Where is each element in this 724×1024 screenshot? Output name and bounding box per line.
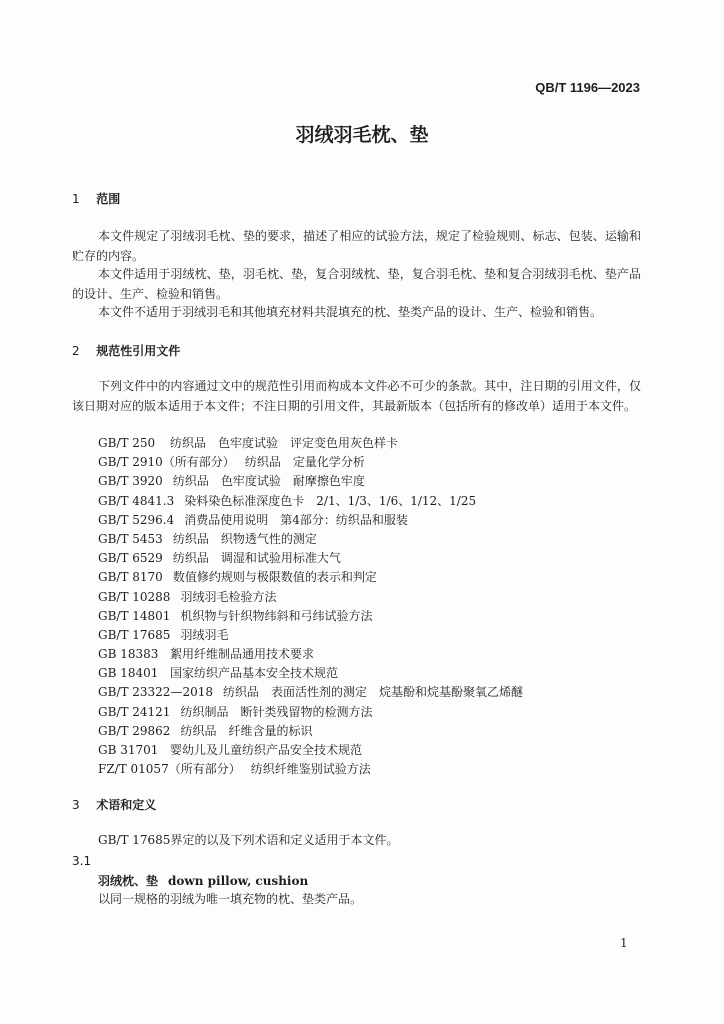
reference-item (98, 549, 523, 568)
reference-item (98, 530, 523, 549)
terms-intro: GB/T 17685界定的以及下列术语和定义适用于本文件。 (98, 833, 399, 847)
reference-code: GB/T 5296.4 (98, 512, 175, 527)
reference-title: 纺织品 色牢度试验 耐摩擦色牢度 (172, 474, 365, 489)
reference-code: GB/T 24121 (98, 704, 171, 719)
reference-title: 纺织品 调湿和试验用标准大气 (172, 551, 341, 566)
section-number: 3 (72, 798, 80, 812)
reference-item (98, 568, 523, 587)
reference-title: 羽绒羽毛 (180, 627, 229, 642)
reference-title: 纺织品 定量化学分析 (244, 455, 365, 470)
section-title: 范围 (96, 192, 121, 206)
reference-code: GB 18383 (98, 647, 159, 662)
reference-title: 数值修约规则与极限数值的表示和判定 (172, 570, 377, 585)
references-list (98, 434, 523, 779)
reference-item (98, 703, 523, 722)
reference-code: GB 18401 (98, 666, 159, 681)
term-name-en: down pillow, cushion (168, 874, 309, 888)
reference-code: GB 31701 (98, 743, 159, 757)
section-number: 1 (72, 192, 80, 206)
reference-code: GB/T 6529 (98, 551, 163, 566)
term-number: 3.1 (72, 854, 92, 868)
reference-code: FZ/T 01057（所有部分） (98, 762, 241, 777)
reference-title: 纺织品 色牢度试验 评定变色用灰色样卡 (170, 436, 399, 450)
reference-item (98, 453, 523, 472)
section-title: 术语和定义 (96, 798, 157, 812)
reference-item (98, 607, 523, 626)
reference-code: GB/T 8170 (98, 570, 163, 585)
reference-code: GB/T 3920 (98, 474, 163, 489)
reference-item (98, 683, 523, 702)
references-intro: 下列文件中的内容通过文中的规范性引用而构成本文件必不可少的条款。其中，注日期的引用文件，仅该日期对应的版本适用于本文件；不注日期的引用文件，其最新版本（包括所有的修改单）适用于本文件。 (72, 379, 641, 413)
reference-title: 消费品使用说明 第4部分：纺织品和服装 (184, 512, 408, 527)
reference-item (98, 664, 523, 683)
reference-code: GB/T 4841.3 (98, 493, 175, 508)
reference-code: GB/T 5453 (98, 531, 163, 546)
reference-title: 纺织纤维鉴别试验方法 (250, 762, 371, 777)
reference-title: 机织物与针织物纬斜和弓纬试验方法 (180, 608, 373, 623)
reference-item (98, 492, 523, 511)
scope-paragraph-3: 本文件不适用于羽绒羽毛和其他填充材料共混填充的枕、垫类产品的设计、生产、检验和销售。 (98, 305, 603, 319)
reference-code: GB/T 250 (98, 436, 156, 450)
section-2-heading (72, 342, 180, 359)
reference-title: 纺织品 表面活性剂的测定 烷基酚和烷基酚聚氧乙烯醚 (222, 685, 523, 700)
reference-code: GB/T 14801 (98, 608, 171, 623)
reference-item (98, 722, 523, 741)
reference-item (98, 511, 523, 530)
reference-code: GB/T 29862 (98, 723, 171, 738)
reference-title: 纺织品 织物透气性的测定 (172, 531, 317, 546)
term-name-zh: 羽绒枕、垫 (98, 874, 159, 888)
term-definition: 以同一规格的羽绒为唯一填充物的枕、垫类产品。 (98, 892, 363, 906)
reference-title: 染料染色标准深度色卡 2/1、1/3、1/6、1/12、1/25 (184, 493, 477, 508)
reference-item (98, 626, 523, 645)
term-name (98, 872, 308, 889)
reference-title: 国家纺织产品基本安全技术规范 (170, 666, 339, 681)
reference-item (98, 472, 523, 491)
reference-code: GB/T 10288 (98, 589, 171, 604)
reference-item (98, 645, 523, 664)
scope-paragraph-2: 本文件适用于羽绒枕、垫，羽毛枕、垫，复合羽绒枕、垫，复合羽毛枕、垫和复合羽绒羽毛枕、垫产品的设计、生产、检验和销售。 (72, 267, 641, 301)
reference-title: 纺织品 纤维含量的标识 (180, 723, 313, 738)
document-title: 羽绒羽毛枕、垫 (295, 124, 429, 146)
section-3-heading (72, 796, 156, 813)
reference-item (98, 434, 523, 453)
section-number: 2 (72, 344, 80, 358)
reference-title: 絮用纤维制品通用技术要求 (170, 647, 315, 662)
section-title: 规范性引用文件 (96, 344, 181, 358)
page-number: 1 (620, 936, 628, 950)
section-1-heading (72, 190, 120, 207)
standard-number: QB/T 1196—2023 (535, 80, 640, 95)
reference-title: 羽绒羽毛检验方法 (180, 589, 277, 604)
reference-item (98, 760, 523, 779)
scope-paragraph-1: 本文件规定了羽绒羽毛枕、垫的要求，描述了相应的试验方法，规定了检验规则、标志、包装、运输和贮存的内容。 (72, 229, 641, 263)
reference-item (98, 741, 523, 760)
reference-code: GB/T 23322—2018 (98, 685, 213, 700)
reference-code: GB/T 17685 (98, 627, 171, 642)
reference-item (98, 588, 523, 607)
reference-title: 婴幼儿及儿童纺织产品安全技术规范 (170, 743, 363, 757)
reference-title: 纺织制品 断针类残留物的检测方法 (180, 704, 373, 719)
reference-code: GB/T 2910（所有部分） (98, 455, 235, 470)
